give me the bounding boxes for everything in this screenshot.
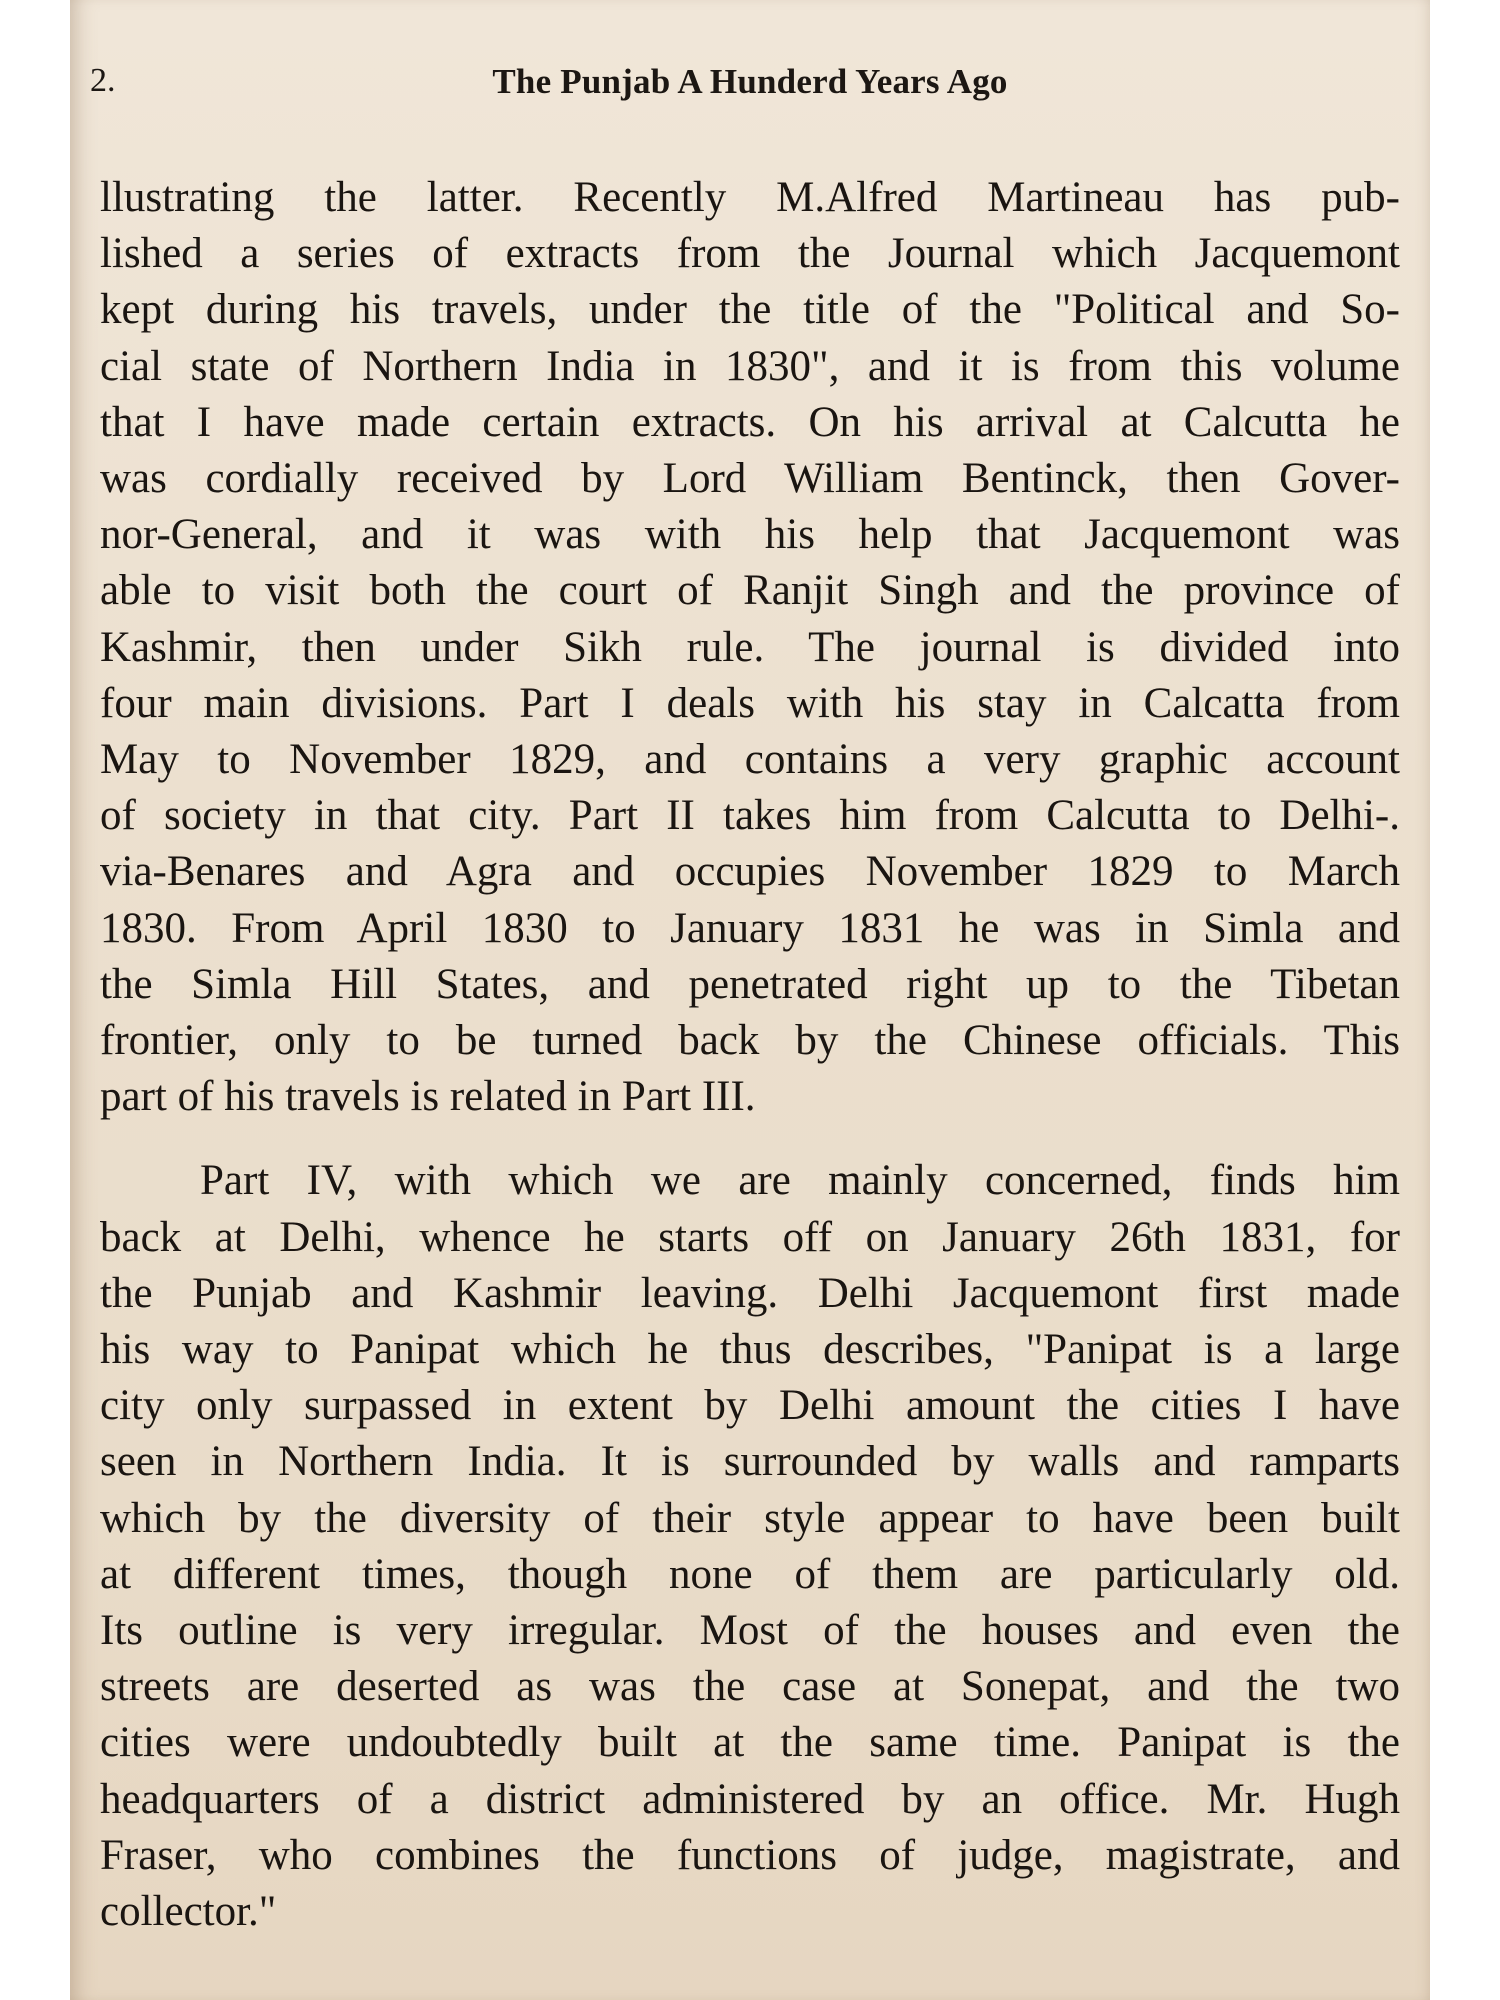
text-line: the Punjab and Kashmir leaving. Delhi Jacquemont first made — [100, 1269, 1400, 1317]
text-line: the Simla Hill States, and penetrated right up to the Tibetan — [100, 960, 1400, 1008]
text-line: Kashmir, then under Sikh rule. The journal is divided into — [100, 623, 1400, 671]
text-line: Fraser, who combines the functions of judge, magistrate, and — [100, 1831, 1400, 1879]
text-line: lished a series of extracts from the Journal which Jacquemont — [100, 230, 1400, 278]
text-line: cial state of Northern India in 1830", and it is from this volume — [100, 342, 1400, 390]
text-line: that I have made certain extracts. On his arrival at Calcutta he — [100, 398, 1400, 446]
text-line: of society in that city. Part II takes him from Calcutta to Delhi-. — [100, 792, 1400, 840]
text-line: city only surpassed in extent by Delhi amount the cities I have — [100, 1382, 1400, 1430]
scanned-book-page — [70, 0, 1430, 2000]
text-line: headquarters of a district administered by an office. Mr. Hugh — [100, 1775, 1400, 1823]
running-title: The Punjab A Hunderd Years Ago — [492, 62, 1008, 101]
text-line: part of his travels is related in Part III. — [100, 1073, 756, 1121]
text-line: Its outline is very irregular. Most of the houses and even the — [100, 1607, 1400, 1655]
text-line: kept during his travels, under the title of the "Political and So- — [100, 286, 1400, 334]
text-line: frontier, only to be turned back by the Chinese officials. This — [100, 1017, 1400, 1065]
page-number: 2. — [90, 62, 116, 99]
text-line: back at Delhi, whence he starts off on January 26th 1831, for — [100, 1213, 1400, 1261]
paragraph-spacer — [100, 1125, 1400, 1153]
text-line: able to visit both the court of Ranjit Singh and the province of — [100, 567, 1400, 615]
text-line: streets are deserted as was the case at Sonepat, and the two — [100, 1663, 1400, 1711]
body-text — [100, 170, 1400, 1940]
text-line: collector." — [100, 1888, 277, 1936]
text-line: llustrating the latter. Recently M.Alfred Martineau has pub- — [100, 174, 1400, 221]
text-line: Part IV, with which we are mainly concerned, finds him — [200, 1157, 1400, 1205]
text-line: seen in Northern India. It is surrounded by walls and ramparts — [100, 1438, 1400, 1486]
text-line: at different times, though none of them are particularly old. — [100, 1550, 1400, 1598]
text-line: via-Benares and Agra and occupies November 1829 to March — [100, 848, 1400, 896]
text-line: May to November 1829, and contains a very graphic account — [100, 736, 1400, 784]
text-line: was cordially received by Lord William Bentinck, then Gover- — [100, 455, 1400, 503]
paragraph-1 — [100, 170, 1400, 1125]
paragraph-2 — [100, 1153, 1400, 1940]
text-line: four main divisions. Part I deals with his stay in Calcatta from — [100, 679, 1400, 727]
text-line: which by the diversity of their style appear to have been built — [100, 1494, 1400, 1542]
text-line: nor-General, and it was with his help that Jacquemont was — [100, 511, 1400, 559]
text-line: 1830. From April 1830 to January 1831 he was in Simla and — [100, 904, 1400, 952]
text-line: his way to Panipat which he thus describes, "Panipat is a large — [100, 1326, 1400, 1374]
text-line: cities were undoubtedly built at the same time. Panipat is the — [100, 1719, 1400, 1767]
